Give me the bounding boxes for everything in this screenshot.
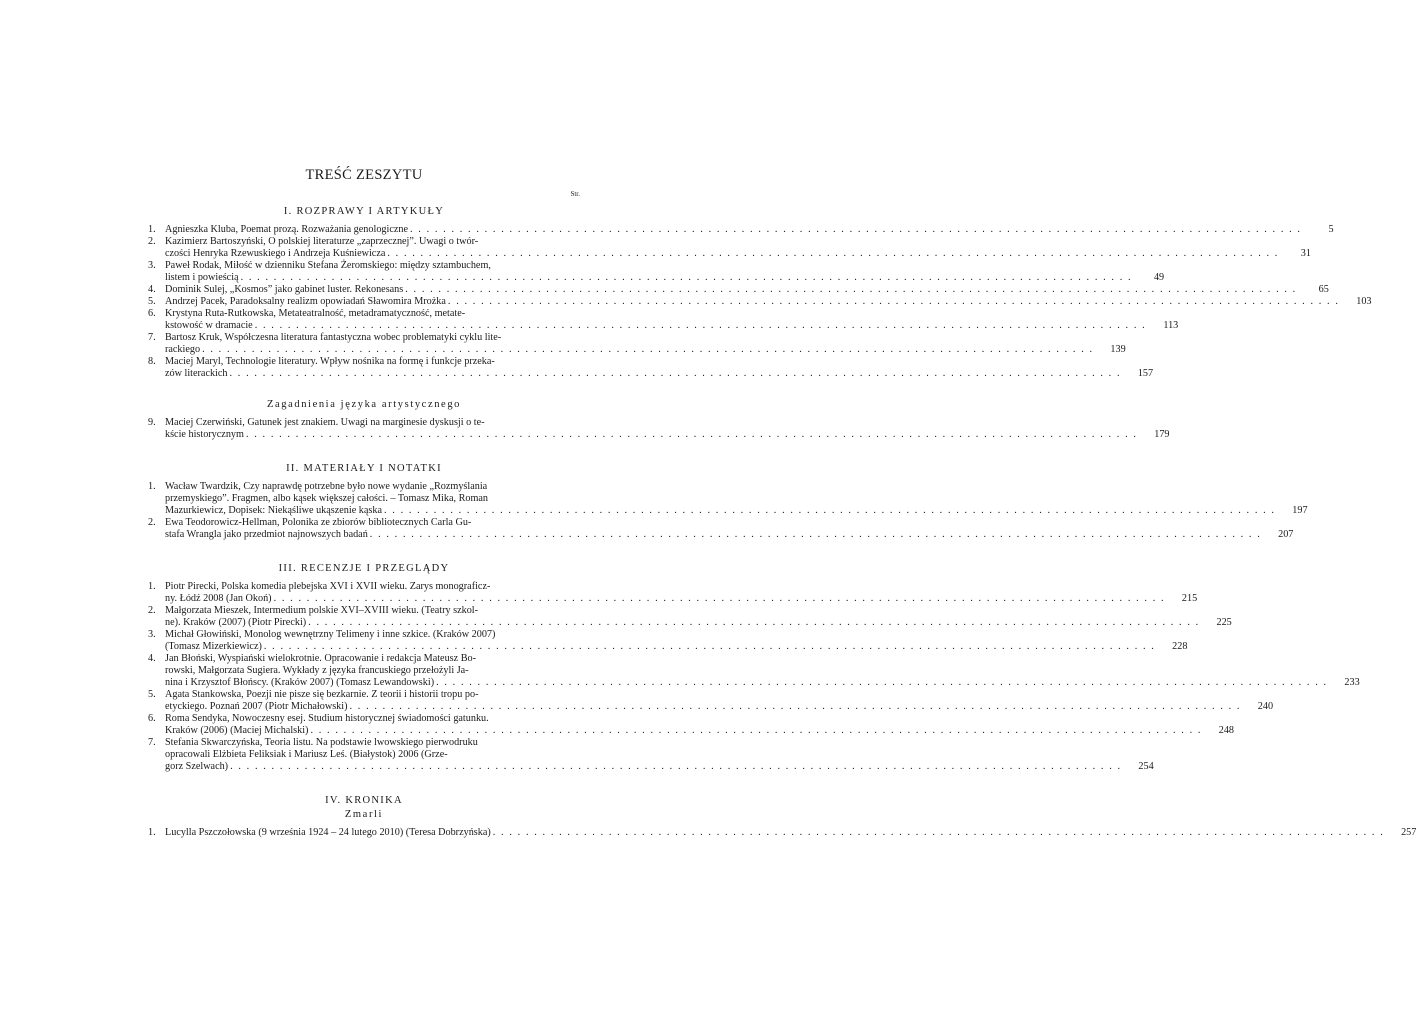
entry-body — [165, 481, 1308, 517]
entry-text-line: zów literackich — [165, 368, 228, 379]
toc-entry — [148, 236, 1311, 260]
entry-body — [165, 296, 1372, 308]
entry-number: 1. — [148, 224, 156, 235]
entry-number: 1. — [148, 581, 156, 592]
entry-text-line: przemyskiego”. Fragmen, albo kąsek większej całości. – Tomasz Mika, Roman — [165, 493, 489, 504]
entry-last-line — [165, 701, 1273, 713]
toc-entry — [148, 689, 1274, 713]
leader-dots — [255, 320, 1147, 332]
entry-page-number: 157 — [1137, 368, 1154, 379]
section-heading: IV. KRONIKA — [325, 795, 403, 806]
toc-body — [148, 199, 1416, 839]
toc-entry — [148, 713, 1235, 737]
section-subheading: Zmarli — [344, 809, 384, 820]
entry-last-line — [165, 248, 1311, 260]
entry-last-line — [165, 320, 1178, 332]
entry-body — [165, 224, 1334, 236]
toc-entry — [148, 481, 1308, 517]
entry-text-line: Agata Stankowska, Poezji nie pisze się bezkarnie. Z teorii i historii tropu po- — [165, 689, 479, 700]
toc-entry — [148, 224, 1334, 236]
entry-page-number: 113 — [1163, 320, 1179, 331]
entry-text-line: Agnieszka Kluba, Poemat prozą. Rozważania genologiczne — [165, 224, 408, 235]
entry-last-line — [165, 272, 1164, 284]
leader-dots — [493, 827, 1385, 839]
entry-body — [165, 517, 1293, 541]
leader-dots — [202, 344, 1094, 356]
entry-body — [165, 605, 1232, 629]
leader-dots — [308, 617, 1200, 629]
entry-number: 2. — [148, 517, 156, 528]
toc-entry — [148, 653, 1360, 689]
toc-entry — [148, 296, 1372, 308]
entry-page-number: 225 — [1216, 617, 1232, 628]
entry-number: 3. — [148, 260, 156, 271]
page-title: TREŚĆ ZESZYTU — [305, 167, 423, 183]
entry-last-line — [165, 593, 1197, 605]
entry-number: 6. — [148, 713, 156, 724]
entry-text-line: Andrzej Pacek, Paradoksalny realizm opowiadań Sławomira Mrożka — [165, 296, 446, 307]
table-of-contents — [148, 150, 1416, 839]
entry-last-line — [165, 827, 1416, 839]
entry-number: 4. — [148, 284, 156, 295]
entry-number: 8. — [148, 356, 156, 367]
toc-entry — [148, 356, 1154, 380]
entry-last-line — [165, 617, 1232, 629]
entry-page-number: 228 — [1172, 641, 1188, 652]
entry-text-line: Jan Błoński, Wyspiański wielokrotnie. Opracowanie i redakcja Mateusz Bo- — [165, 653, 476, 664]
entry-text-line: opracowali Elżbieta Feliksiak i Mariusz Leś. (Białystok) 2006 (Grze- — [165, 749, 448, 760]
entry-last-line — [165, 296, 1372, 308]
entry-number: 7. — [148, 737, 156, 748]
toc-entry — [148, 517, 1294, 541]
entry-text-line: rackiego — [165, 344, 201, 355]
entry-page-number: 248 — [1218, 725, 1235, 736]
entry-page-number: 207 — [1278, 529, 1294, 540]
entry-last-line — [165, 725, 1234, 737]
leader-dots — [274, 593, 1166, 605]
entry-text-line: ny. Łódź 2008 (Jan Okoń) — [165, 593, 272, 604]
entry-text-line: czości Henryka Rzewuskiego i Andrzeja Kuśniewicza — [165, 248, 386, 259]
entry-last-line — [165, 368, 1153, 380]
toc-entry — [148, 629, 1188, 653]
entry-body — [165, 629, 1187, 653]
entry-body — [165, 356, 1153, 380]
entry-number: 1. — [148, 827, 156, 838]
leader-dots — [230, 761, 1122, 773]
entry-body — [165, 417, 1170, 441]
entry-number: 2. — [148, 605, 156, 616]
entry-text-line: Kraków (2006) (Maciej Michalski) — [165, 725, 309, 736]
toc-entry — [148, 284, 1329, 296]
entry-page-number: 233 — [1344, 677, 1360, 688]
leader-dots — [387, 248, 1279, 260]
toc-entry — [148, 737, 1154, 773]
entry-text-line: Bartosz Kruk, Współczesna literatura fantastyczna wobec problematyki cyklu lite- — [165, 332, 502, 343]
entry-text-line: gorz Szelwach) — [165, 761, 229, 772]
leader-dots — [448, 296, 1340, 308]
entry-body — [165, 653, 1360, 689]
entry-text-line: Małgorzata Mieszek, Intermedium polskie XVI–XVIII wieku. (Teatry szkol- — [165, 605, 479, 616]
toc-entry — [148, 332, 1126, 356]
entry-text-line: Mazurkiewicz, Dopisek: Niekąśliwe ukąszenie kąska — [165, 505, 382, 516]
toc-entry — [148, 581, 1198, 605]
entry-text-line: Michał Głowiński, Monolog wewnętrzny Telimeny i inne szkice. (Kraków 2007) — [165, 629, 496, 640]
leader-dots — [384, 505, 1276, 517]
entry-page-number: 139 — [1110, 344, 1126, 355]
entry-text-line: Maciej Czerwiński, Gatunek jest znakiem. Uwagi na marginesie dyskusji o te- — [165, 417, 485, 428]
entry-page-number: 49 — [1153, 272, 1165, 283]
entry-body — [165, 260, 1164, 284]
leader-dots — [350, 701, 1242, 713]
leader-dots — [405, 284, 1297, 296]
leader-dots — [241, 272, 1133, 284]
leader-dots — [370, 529, 1262, 541]
entry-page-number: 257 — [1401, 827, 1416, 838]
entry-text-line: rowski, Małgorzata Sugiera. Wykłady z języka francuskiego przełożyli Ja- — [165, 665, 469, 676]
entry-text-line: (Tomasz Mizerkiewicz) — [165, 641, 262, 652]
entry-text-line: kście historycznym — [165, 429, 244, 440]
entry-body — [165, 689, 1273, 713]
entry-text-line: Ewa Teodorowicz-Hellman, Polonika ze zbiorów bibliotecznych Carla Gu- — [165, 517, 472, 528]
entry-text-line: Maciej Maryl, Technologie literatury. Wpływ nośnika na formę i funkcje przeka- — [165, 356, 495, 367]
entry-body — [165, 284, 1329, 296]
entry-text-line: listem i powieścią — [165, 272, 239, 283]
entry-text-line: Lucylla Pszczołowska (9 września 1924 – 24 lutego 2010) (Teresa Dobrzyńska) — [165, 827, 491, 838]
leader-dots — [310, 725, 1202, 737]
entry-number: 9. — [148, 417, 156, 428]
toc-entry — [148, 827, 1416, 839]
entry-body — [165, 737, 1154, 773]
section-heading: II. MATERIAŁY I NOTATKI — [286, 463, 442, 474]
section-subheading: Zagadnienia języka artystycznego — [266, 399, 462, 410]
entry-text-line: Dominik Sulej, „Kosmos” jako gabinet luster. Rekonesans — [165, 284, 404, 295]
entry-number: 5. — [148, 296, 156, 307]
toc-entry — [148, 605, 1232, 629]
entry-page-number: 254 — [1138, 761, 1154, 772]
entry-last-line — [165, 761, 1154, 773]
entry-page-number: 240 — [1257, 701, 1274, 712]
entry-body — [165, 236, 1311, 260]
section-gap — [148, 441, 580, 462]
leader-dots — [436, 677, 1328, 689]
entry-page-number: 103 — [1356, 296, 1372, 307]
entry-page-number: 5 — [1328, 224, 1334, 235]
entry-text-line: Paweł Rodak, Miłość w dzienniku Stefana Żeromskiego: między sztambuchem, — [165, 260, 491, 271]
entry-text-line: etyckiego. Poznań 2007 (Piotr Michałowski) — [165, 701, 348, 712]
toc-entry — [148, 308, 1179, 332]
entry-text-line: Piotr Pirecki, Polska komedia plebejska XVI i XVII wieku. Zarys monograficz- — [165, 581, 491, 592]
entry-page-number: 31 — [1300, 248, 1311, 259]
entry-last-line — [165, 284, 1329, 296]
entry-last-line — [165, 224, 1334, 236]
entry-text-line: stafa Wrangla jako przedmiot najnowszych badań — [165, 529, 368, 540]
entry-page-number: 65 — [1318, 284, 1329, 295]
entry-last-line — [165, 429, 1170, 441]
section-gap — [148, 380, 580, 398]
toc-entry — [148, 417, 1170, 441]
entry-text-line: Krystyna Ruta-Rutkowska, Metateatralność, metadramatyczność, metate- — [165, 308, 466, 319]
section-gap — [148, 541, 580, 562]
entry-last-line — [165, 505, 1308, 517]
leader-dots — [410, 224, 1302, 236]
entry-number: 1. — [148, 481, 156, 492]
page-column-label: Str. — [570, 190, 580, 198]
entry-body — [165, 827, 1416, 839]
entry-number: 6. — [148, 308, 156, 319]
entry-number: 3. — [148, 629, 156, 640]
entry-number: 7. — [148, 332, 156, 343]
entry-text-line: kstowość w dramacie — [165, 320, 253, 331]
entry-page-number: 197 — [1292, 505, 1308, 516]
toc-entry — [148, 260, 1165, 284]
entry-text-line: nina i Krzysztof Błońscy. (Kraków 2007) (Tomasz Lewandowski) — [165, 677, 435, 688]
leader-dots — [264, 641, 1156, 653]
entry-last-line — [165, 677, 1360, 689]
entry-body — [165, 308, 1178, 332]
entry-text-line: Kazimierz Bartoszyński, O polskiej literaturze „zaprzecznej”. Uwagi o twór- — [165, 236, 479, 247]
leader-dots — [230, 368, 1122, 380]
leader-dots — [246, 429, 1138, 441]
entry-text-line: Wacław Twardzik, Czy naprawdę potrzebne było nowe wydanie „Rozmyślania — [165, 481, 488, 492]
entry-last-line — [165, 529, 1293, 541]
section-heading: III. RECENZJE I PRZEGLĄDY — [278, 563, 450, 574]
entry-number: 4. — [148, 653, 156, 664]
entry-page-number: 179 — [1154, 429, 1170, 440]
entry-text-line: Stefania Skwarczyńska, Teoria listu. Na podstawie lwowskiego pierwodruku — [165, 737, 478, 748]
entry-body — [165, 713, 1234, 737]
section-heading: I. ROZPRAWY I ARTYKUŁY — [283, 206, 445, 217]
section-gap — [148, 773, 580, 794]
entry-body — [165, 332, 1126, 356]
entry-text-line: ne). Kraków (2007) (Piotr Pirecki) — [165, 617, 307, 628]
entry-number: 2. — [148, 236, 156, 247]
entry-last-line — [165, 344, 1126, 356]
entry-text-line: Roma Sendyka, Nowoczesny esej. Studium historycznej świadomości gatunku. — [165, 713, 489, 724]
entry-number: 5. — [148, 689, 156, 700]
entry-last-line — [165, 641, 1187, 653]
entry-page-number: 215 — [1181, 593, 1198, 604]
entry-body — [165, 581, 1197, 605]
